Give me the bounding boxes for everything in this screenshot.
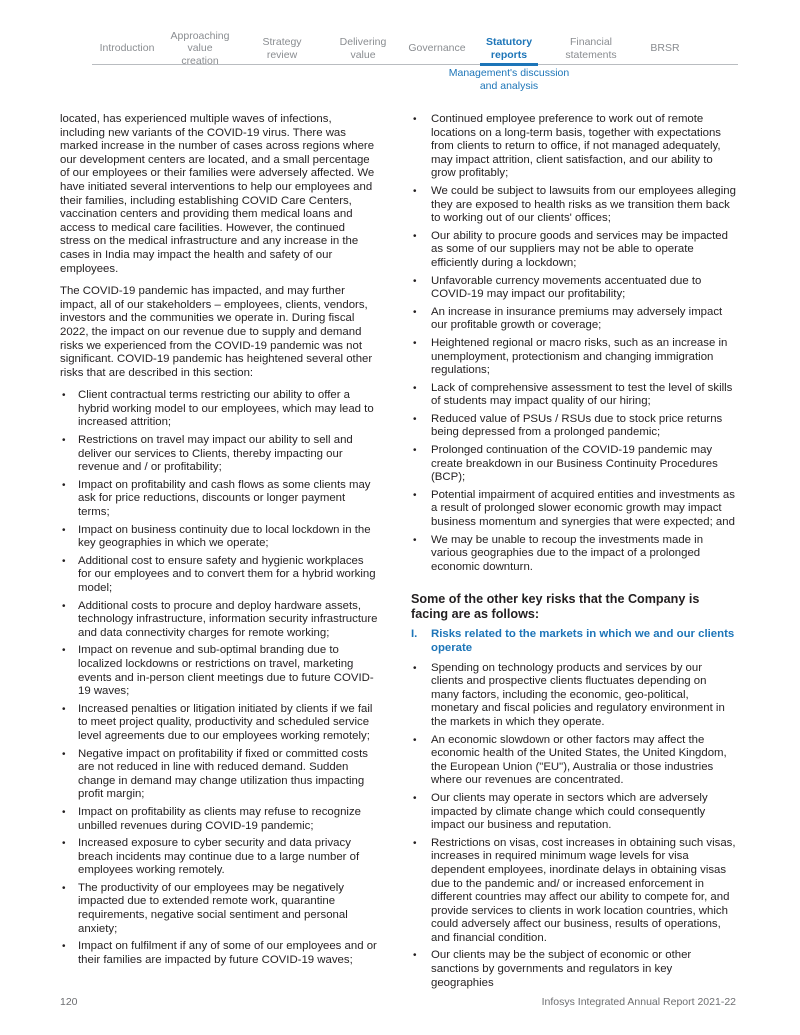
- market-risks-subheading: [411, 628, 736, 655]
- list-item: • Increased penalties or litigation initiated by clients if we fail to meet project quality, productivity and scheduled service level agreements due to our employees working remotely;: [60, 703, 378, 744]
- list-item: • Restrictions on visas, cost increases in obtaining such visas, increases in required minimum wage levels for visa dependent employees, inordinate delays in obtaining visas due to the pandemic and/ or increased enforcement in different countries may affect our ability to compete for, and provide services to clients in work location countries, which could adversely affect our business, results of operations, and financial condition.: [411, 837, 736, 946]
- subnav-management-discussion[interactable]: Management's discussion and analysis: [448, 67, 570, 92]
- key-risks-heading: Some of the other key risks that the Company is facing are as follows:: [411, 592, 700, 622]
- list-item: • Increased exposure to cyber security and data privacy breach incidents may continue due to a large number of employees working remotely.: [60, 837, 378, 878]
- list-item: • Client contractual terms restricting our ability to offer a hybrid working model to our employees, which may lead to increased attrition;: [60, 389, 378, 430]
- intro-paragraph: located, has experienced multiple waves of infections, including new variants of the COVID-19 virus. There was marked increase in the number of cases across regions where our development centers are located, and a small percentage of our employees or their families were adversely affected. We have initiated several interventions to help our employees and their families, including establishing COVID Care Centers, vaccination centers and providing them medical loans and access to medical care facilities. However, the continued stress on the medical infrastructure and any increase in the cases in India may impact the health and safety of our employees.: [60, 113, 375, 275]
- list-item: • Impact on revenue and sub-optimal branding due to localized lockdowns or restrictions on travel, marketing events and in-person client meetings due to future COVID-19 waves;: [60, 644, 378, 698]
- subheading-number: I.: [411, 628, 418, 641]
- list-item: • Additional cost to ensure safety and hygienic workplaces for our employees and to convert them for a hybrid working model;: [60, 555, 378, 596]
- list-item: • Spending on technology products and services by our clients and prospective clients fluctuates depending on many factors, including the economic, geo-political, monetary and fiscal policies and regulatory environment in the markets in which they operate.: [411, 662, 736, 730]
- list-item: • We could be subject to lawsuits from our employees alleging they are exposed to health risks as we transition them back to working out of our clients' offices;: [411, 185, 736, 226]
- covid-impact-paragraph: The COVID-19 pandemic has impacted, and may further impact, all of our stakeholders – employees, clients, vendors, investors and the communities we operate in. During fiscal 2022, the impact on our revenue due to supply and demand risks we experienced from the COVID-19 pandemic was not significant. COVID-19 pandemic has heightened several other risks that are described in this section:: [60, 285, 373, 379]
- section-nav: [92, 29, 738, 67]
- list-item: • An increase in insurance premiums may adversely impact our profitable growth or coverage;: [411, 306, 736, 333]
- list-item: • Prolonged continuation of the COVID-19 pandemic may create breakdown in our Business Continuity Procedures (BCP);: [411, 444, 736, 485]
- left-column: [60, 113, 378, 971]
- list-item: • The productivity of our employees may be negatively impacted due to extended remote work, quarantine requirements, negative social sentiment and personal anxiety;: [60, 882, 378, 936]
- subheading-text: Risks related to the markets in which we and our clients operate: [431, 628, 735, 654]
- list-item: • An economic slowdown or other factors may affect the economic health of the United States, the United Kingdom, the European Union ("EU"), Australia or those industries where our revenues are concentrated.: [411, 734, 736, 788]
- list-item: • Our clients may operate in sectors which are adversely impacted by climate change which could consequently impact our business and reputation.: [411, 792, 736, 833]
- tab-financial-statements[interactable]: Financial statements: [565, 36, 617, 61]
- list-item: • Impact on business continuity due to local lockdown in the key geographies in which we operate;: [60, 524, 378, 551]
- list-item: • Lack of comprehensive assessment to test the level of skills of students may impact quality of our hiring;: [411, 382, 736, 409]
- list-item: • Reduced value of PSUs / RSUs due to stock price returns being depressed from a prolonged pandemic;: [411, 413, 736, 440]
- tab-brsr[interactable]: BRSR: [650, 42, 680, 55]
- list-item: • Potential impairment of acquired entities and investments as a result of prolonged slower economic growth may impact business momentum and synergies that were expected; and: [411, 489, 736, 530]
- list-item: • Restrictions on travel may impact our ability to sell and deliver our services to Clients, thereby impacting our revenue and / or profitability;: [60, 434, 378, 475]
- tab-introduction[interactable]: Introduction: [99, 42, 155, 55]
- tab-governance[interactable]: Governance: [408, 42, 466, 55]
- list-item: • We may be unable to recoup the investments made in various geographies due to the impact of a prolonged economic downturn.: [411, 534, 736, 575]
- list-item: • Impact on profitability as clients may refuse to recognize unbilled revenues during COVID-19 pandemic;: [60, 806, 378, 833]
- list-item: • Unfavorable currency movements accentuated due to COVID-19 may impact our profitability;: [411, 275, 736, 302]
- covid-risk-list: [60, 389, 378, 967]
- tab-strategy-review[interactable]: Strategy review: [262, 36, 302, 61]
- list-item: • Heightened regional or macro risks, such as an increase in unemployment, protectionism and changing immigration regulations;: [411, 337, 736, 378]
- tab-approaching-value-creation[interactable]: Approaching value creation: [170, 29, 230, 67]
- market-risk-list: [411, 662, 736, 991]
- page-number: 120: [60, 996, 78, 1008]
- right-column: [411, 113, 736, 994]
- list-item: • Continued employee preference to work out of remote locations on a long-term basis, together with expectations from clients to return to office, if not managed adequately, may impact attrition, client satisfaction, and our ability to grow profitably;: [411, 113, 736, 181]
- list-item: • Impact on fulfilment if any of some of our employees and or their families are impacted by future COVID-19 waves;: [60, 940, 378, 967]
- list-item: • Impact on profitability and cash flows as some clients may ask for price reductions, discounts or longer payment terms;: [60, 479, 378, 520]
- tab-statutory-reports[interactable]: Statutory reports: [480, 33, 538, 64]
- list-item: • Additional costs to procure and deploy hardware assets, technology infrastructure, information security infrastructure and data connectivity charges for remote working;: [60, 600, 378, 641]
- tab-delivering-value[interactable]: Delivering value: [339, 36, 387, 61]
- list-item: • Negative impact on profitability if fixed or committed costs are not reduced in line with reduced demand. Sudden change in demand may change utilization thus impacting profit margin;: [60, 748, 378, 802]
- list-item: • Our clients may be the subject of economic or other sanctions by governments and regulators in key geographies: [411, 949, 736, 990]
- covid-risk-list-continued: [411, 113, 736, 574]
- report-title: Infosys Integrated Annual Report 2021-22: [541, 996, 736, 1008]
- list-item: • Our ability to procure goods and services may be impacted as some of our suppliers may not be able to operate efficiently during a lockdown;: [411, 230, 736, 271]
